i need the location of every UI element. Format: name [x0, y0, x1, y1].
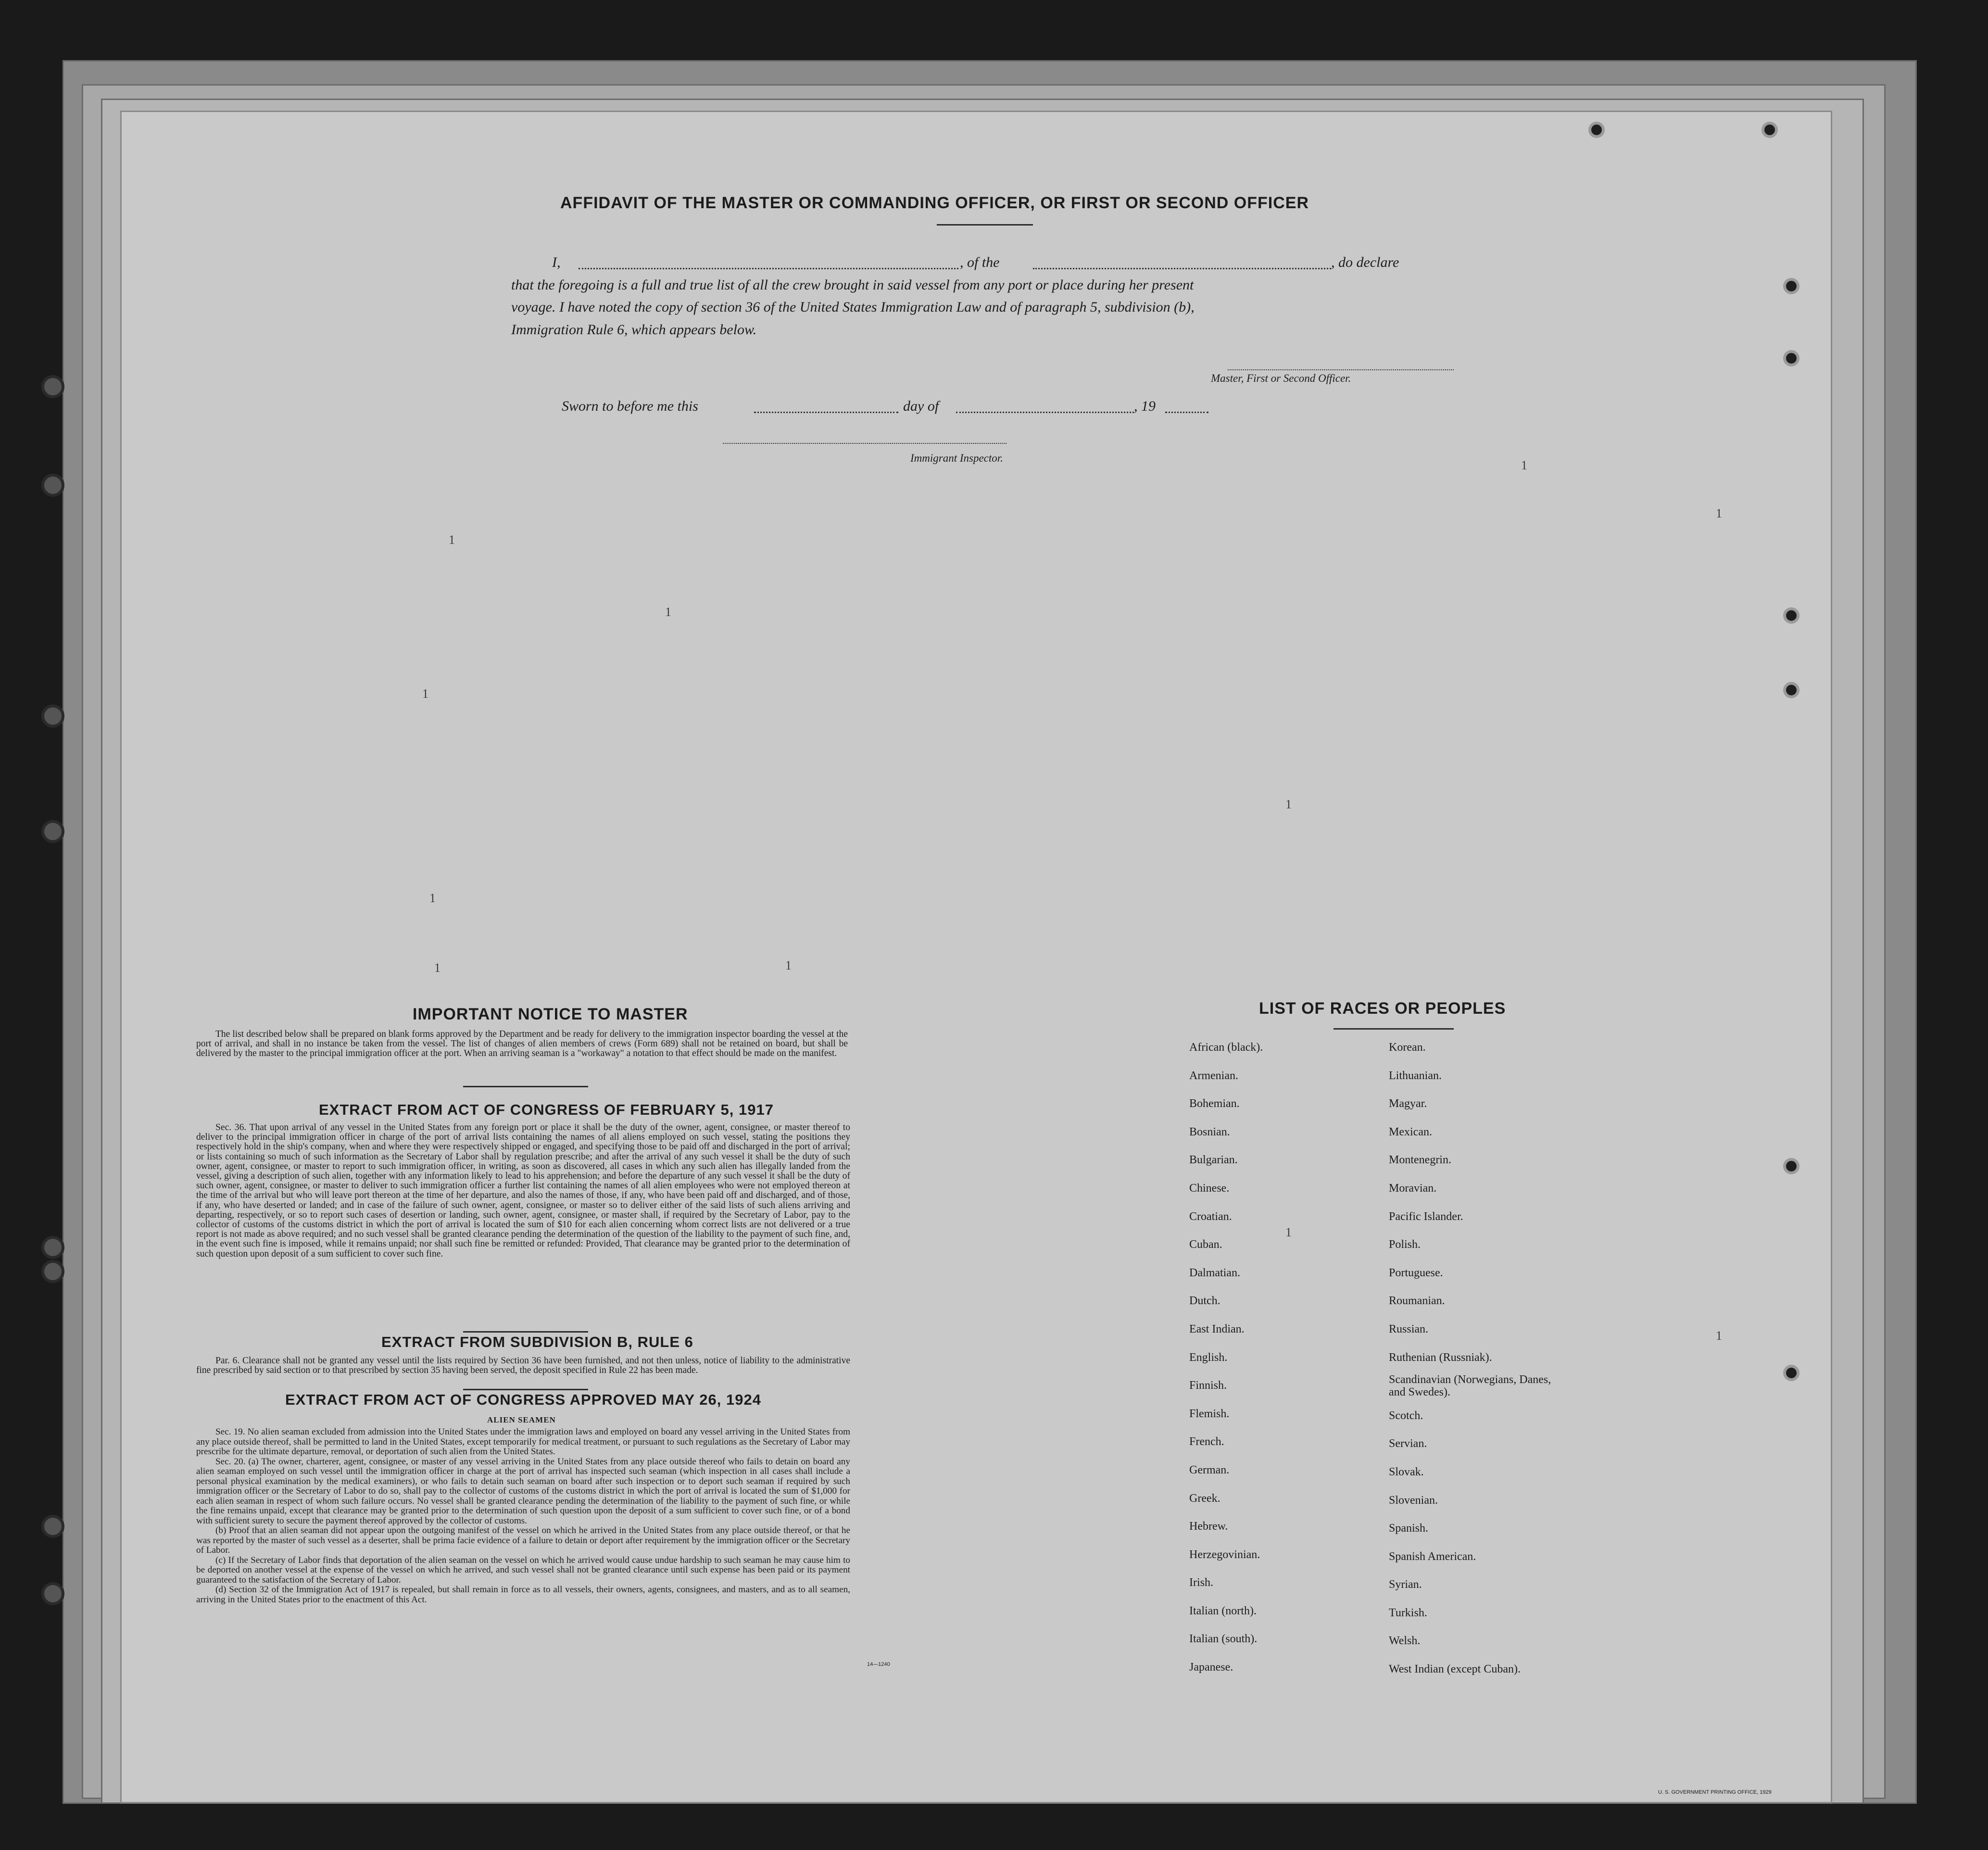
race-item: Italian (north). — [1189, 1604, 1257, 1617]
rule6-text — [196, 1356, 850, 1375]
race-item: Ruthenian (Russniak). — [1389, 1351, 1492, 1364]
affidavit-line4: Immigration Rule 6, which appears below. — [511, 322, 757, 338]
binder-ring — [41, 1260, 64, 1283]
race-item: Armenian. — [1189, 1069, 1238, 1082]
declarant-name-field[interactable] — [579, 268, 958, 269]
race-item: Cuban. — [1189, 1238, 1222, 1251]
race-item: Korean. — [1389, 1041, 1426, 1054]
bleed-mark: 1 — [422, 687, 428, 701]
binder-ring — [41, 1236, 64, 1259]
race-item: Russian. — [1389, 1322, 1429, 1335]
alien-seamen-subtitle: ALIEN SEAMEN — [487, 1415, 556, 1424]
sworn-month-field[interactable] — [956, 412, 1134, 413]
punch-hole — [1762, 122, 1778, 138]
punch-hole — [1783, 682, 1799, 698]
bleed-mark: 1 — [1716, 506, 1722, 520]
race-item: Magyar. — [1389, 1097, 1427, 1110]
punch-hole — [1783, 278, 1799, 294]
race-item: Montenegrin. — [1389, 1154, 1451, 1167]
sworn-line — [562, 398, 698, 415]
extract-1924-text — [196, 1427, 850, 1605]
race-item: Polish. — [1389, 1238, 1421, 1251]
bleed-mark: 1 — [434, 961, 440, 975]
race-item: Bulgarian. — [1189, 1154, 1238, 1167]
race-item: Spanish. — [1389, 1522, 1429, 1535]
race-item: Portuguese. — [1389, 1266, 1443, 1279]
race-item: Servian. — [1389, 1437, 1427, 1450]
punch-hole — [1783, 607, 1799, 624]
race-item: Turkish. — [1389, 1606, 1427, 1619]
sworn-label: Sworn to before me this — [562, 398, 698, 414]
affidavit-line1 — [552, 254, 1399, 271]
sec-19-paragraph: Sec. 19. No alien seaman excluded from admission into the United States under the immigration laws and employed on board any vessel arriving in the United States from any place outside thereof, shall be permitted to land in the United States, except temporarily for medical treatment, or pursuant to such regulations as the Secretary of Labor may prescribe for the ultimate departure, removal, or deportation of such alien from the United States. — [196, 1427, 850, 1457]
race-item: Dutch. — [1189, 1295, 1220, 1308]
race-item: West Indian (except Cuban). — [1389, 1663, 1521, 1676]
inspector-label: Immigrant Inspector. — [910, 452, 1003, 464]
binder-ring — [41, 474, 64, 497]
vessel-name-field[interactable] — [1033, 268, 1331, 269]
sec-20a-paragraph: Sec. 20. (a) The owner, charterer, agent, consignee, or master of any vessel arriving in the United States from any place outside thereof who fails to detain on board any alien seaman employed on such vessel until the immigration officer in charge at the port of arrival has inspected such seaman (which inspection in all cases shall include a personal physical examination by the medical examiners), or who fails to detain such seaman on board after such inspection or to deport such seaman if required by such immigration officer or the Secretary of Labor to do so, shall pay to the collector of customs of the customs district in which the port of arrival is located the sum of $1,000 for each alien seaman in respect of whom such failure occurs. No vessel shall be granted clearance pending the determination of the liability to the payment of such fine, or while the fine remains unpaid, except that clearance may be granted prior to the determination of such question upon the deposit of a sum sufficient to cover such fine, or of a bond with sufficient surety to secure the payment thereof approved by the collector of customs. — [196, 1456, 850, 1526]
race-item: Slovenian. — [1389, 1494, 1438, 1507]
do-declare-label: , do declare — [1331, 254, 1399, 270]
section-36-paragraph: Sec. 36. That upon arrival of any vessel in the United States from any foreign port or place it shall be the duty of the owner, agent, consignee, or master thereof to deliver to the principal immigration officer in charge of the port of arrival lists containing the names of all aliens employed on such vessel, stating the positions they respectively hold in the ship's company, when and where they were respectively shipped or engaged, and specifying those to be paid off and discharged in the port of arrival; or lists containing so much of such information as the Secretary of Labor shall by regulation prescribe; and after the arrival of any such vessel it shall be the duty of such owner, agent, consignee, or master to report to such immigration officer, in writing, as soon as discovered, all cases in which any such alien has illegally landed from the vessel, giving a description of such alien, together with any information likely to lead to his apprehension; and before the departure of any such vessel it shall be the duty of such owner, agent, consignee, or master to deliver to such immigration officer a further list containing the names of all alien employees who were not employed thereon at the time of the arrival but who will leave port thereon at the time of her departure, and also the names of those, if any, who have been paid off and discharged, and of those, if any, who have deserted or landed; and in case of the failure of such owner, agent, consignee, or master so to deliver either of the said lists of such aliens arriving and departing, respectively, or so to report such cases of desertion or landing, such owner, agent, consignee, or master shall, if required by the Secretary of Labor, pay to the collector of customs of the customs district in which the port of arrival is located the sum of $10 for each alien concerning whom correct lists are not delivered or a true report is not made as above required; and no such vessel shall be granted clearance pending the determination of the question of the liability to the payment of such fine, and, in the event such fine is imposed, while it remains unpaid; nor shall such fine be remitted or refunded: Provided, That clearance may be granted prior to the determination of such question upon deposit of a sum sufficient to cover such fine. — [196, 1122, 850, 1259]
year-label: , 19 — [1134, 398, 1156, 414]
race-item: Spanish American. — [1389, 1550, 1476, 1563]
race-item: African (black). — [1189, 1041, 1263, 1054]
bleed-mark: 1 — [1285, 797, 1292, 811]
race-item: Italian (south). — [1189, 1633, 1258, 1646]
punch-hole — [1588, 122, 1605, 138]
race-item: Croatian. — [1189, 1210, 1232, 1223]
declarant-prefix: I, — [552, 254, 561, 270]
race-item: Hebrew. — [1189, 1520, 1228, 1533]
race-item: Herzegovinian. — [1189, 1548, 1260, 1561]
race-item: East Indian. — [1189, 1322, 1245, 1335]
notice-title: IMPORTANT NOTICE TO MASTER — [413, 1005, 688, 1023]
notice-divider — [463, 1086, 588, 1087]
race-item: Greek. — [1189, 1492, 1220, 1505]
affidavit-title: AFFIDAVIT OF THE MASTER OR COMMANDING OFFICER, OR FIRST OR SECOND OFFICER — [560, 194, 1309, 212]
race-item: Bohemian. — [1189, 1097, 1240, 1110]
punch-hole — [1783, 1158, 1799, 1174]
race-item: Scandinavian (Norwegians, Danes, and Swedes). — [1389, 1373, 1551, 1399]
races-divider — [1334, 1028, 1454, 1030]
race-item: Mexican. — [1389, 1125, 1432, 1138]
bleed-mark: 1 — [1716, 1329, 1722, 1343]
races-column-1 — [1189, 1033, 1382, 1682]
extract-1924-title: EXTRACT FROM ACT OF CONGRESS APPROVED MAY 26, 1924 — [285, 1391, 761, 1408]
sworn-day-field[interactable] — [754, 412, 898, 413]
race-item: Roumanian. — [1389, 1295, 1445, 1308]
race-item: German. — [1189, 1463, 1230, 1476]
manifest-page — [120, 111, 1832, 1803]
race-item: French. — [1189, 1435, 1224, 1448]
punch-hole — [1783, 350, 1799, 366]
of-the-label: , of the — [960, 254, 1000, 270]
signature-label: Master, First or Second Officer. — [1211, 372, 1351, 384]
binder-ring — [41, 1582, 64, 1605]
race-item: Dalmatian. — [1189, 1266, 1240, 1279]
extract-1917-title: EXTRACT FROM ACT OF CONGRESS OF FEBRUARY 5, 1917 — [319, 1101, 774, 1118]
binder-ring — [41, 705, 64, 728]
races-title: LIST OF RACES OR PEOPLES — [1259, 999, 1506, 1018]
bleed-mark: 1 — [449, 533, 455, 547]
race-item: Welsh. — [1389, 1635, 1421, 1648]
binder-ring — [41, 1515, 64, 1538]
race-item: Pacific Islander. — [1389, 1210, 1463, 1223]
bleed-mark: 1 — [665, 605, 671, 619]
extract-1917-divider — [463, 1331, 588, 1333]
rule6-title: EXTRACT FROM SUBDIVISION B, RULE 6 — [381, 1334, 693, 1350]
race-item: Flemish. — [1189, 1407, 1230, 1420]
bleed-mark: 1 — [785, 958, 792, 972]
punch-hole — [1783, 1365, 1799, 1381]
binder-ring — [41, 820, 64, 843]
bleed-mark: 1 — [1285, 1225, 1292, 1239]
race-item: Syrian. — [1389, 1578, 1422, 1591]
affidavit-line3: voyage. I have noted the copy of section 36 of the United States Immigration Law and of paragraph 5, subdivision (b), — [511, 299, 1195, 315]
sworn-year-field[interactable] — [1165, 412, 1208, 413]
printing-office-footer: U. S. GOVERNMENT PRINTING OFFICE, 1929 — [1658, 1789, 1772, 1795]
race-item: Moravian. — [1389, 1182, 1437, 1195]
binder-ring — [41, 375, 64, 398]
sec-20c-paragraph: (c) If the Secretary of Labor finds that deportation of the alien seaman on the vessel on which he arrived would cause undue hardship to such seaman he may cause him to be deported on another vessel at the expense of the vessel on which he arrived, and such vessel shall not be granted clearance until such expense has been paid or its payment guaranteed to the satisfaction of the Secretary of Labor. — [196, 1555, 850, 1585]
race-item: Chinese. — [1189, 1182, 1230, 1195]
extract-1917-text — [196, 1123, 850, 1259]
race-item: Japanese. — [1189, 1661, 1233, 1674]
rule6-divider — [463, 1389, 588, 1390]
sec-20b-paragraph: (b) Proof that an alien seaman did not appear upon the outgoing manifest of the vessel on which he arrived in the United States from any place outside thereof, or that he was reported by the master of such vessel as a deserter, shall be prima facie evidence of a failure to detain or deport after requirement by the immigration officer or the Secretary of Labor. — [196, 1525, 850, 1555]
notice-paragraph: The list described below shall be prepared on blank forms approved by the Department and be ready for delivery to the immigration inspector boarding the vessel at the port of arrival, and shall in no instance be taken from the vessel. The list of changes of alien members of crews (Form 689) shall not be retained on board, but shall be delivered by the master to the principal immigration officer at the port. When an arriving seaman is a "workaway" a notation to that effect should be made on the manifest. — [196, 1029, 848, 1058]
race-item: Finnish. — [1189, 1379, 1227, 1392]
races-column-2 — [1389, 1033, 1591, 1684]
race-item: Bosnian. — [1189, 1125, 1230, 1138]
race-item: Scotch. — [1389, 1409, 1423, 1422]
bleed-mark: 1 — [429, 891, 436, 905]
day-of-label: day of — [903, 398, 939, 414]
sec-20d-paragraph: (d) Section 32 of the Immigration Act of 1917 is repealed, but shall remain in force as to all vessels, their owners, agents, consignees, and masters, and as to all seamen, arriving in the United States prior to the enactment of this Act. — [196, 1585, 850, 1605]
race-item: Lithuanian. — [1389, 1069, 1442, 1082]
form-number: 14—1240 — [867, 1661, 890, 1667]
inspector-line — [723, 443, 1007, 444]
bleed-mark: 1 — [1521, 458, 1527, 472]
rule6-paragraph: Par. 6. Clearance shall not be granted any vessel until the lists required by Section 36 have been furnished, and not then unless, notice of liability to the administrative fine prescribed by said section or to that prescribed by section 35 having been served, the deposit specified in Rule 22 has been made. — [196, 1356, 850, 1375]
signature-line — [1228, 369, 1454, 370]
title-divider — [937, 224, 1033, 226]
race-item: Slovak. — [1389, 1465, 1424, 1478]
affidavit-line2: that the foregoing is a full and true list of all the crew brought in said vessel from any port or place during her present — [511, 277, 1194, 293]
notice-text — [196, 1030, 848, 1058]
race-item: English. — [1189, 1351, 1228, 1364]
race-item: Irish. — [1189, 1576, 1213, 1589]
